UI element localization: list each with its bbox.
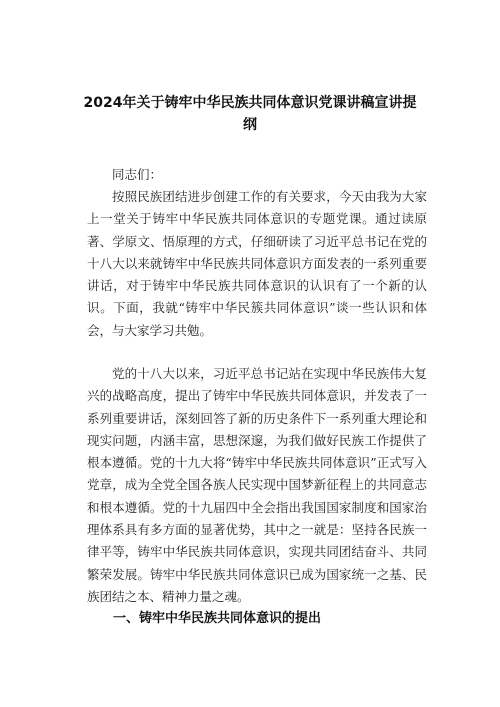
greeting: 同志们：: [112, 167, 163, 182]
document-title-line-2: 纲: [243, 117, 257, 133]
paragraph-1: [87, 186, 427, 342]
paragraph-2: [87, 363, 427, 608]
document-title-line-1: 2024年关于铸牢中华民族共同体意识党课讲稿宣讲提: [83, 95, 417, 111]
section-heading: 一、铸牢中华民族共同体意识的提出: [113, 611, 322, 626]
paragraph-1-text: 按照民族团结进步创建工作的有关要求，今天由我为大家上一堂关于铸牢中华民族共同体意识的专题党课。通过读原著、学原文、悟原理的方式，仔细研读了习近平总书记在党的十八大以来就铸牢中华民族共同体意识方面发表的一系列重要讲话，对于铸牢中华民族共同体意识的认识有了一个新的认识。下面，我就“铸牢中华民簇共同体意识”谈一些认识和体会，与大家学习共勉。: [87, 189, 427, 338]
paragraph-2-text: 党的十八大以来，习近平总书记站在实现中华民族伟大复兴的战略高度，提出了铸牢中华民族共同体意识，并发表了一系列重要讲话，深刻回答了新的历史条件下一系列重大理论和现实问题，内涵丰富，思想深邃，为我们做好民族工作提供了根本遵循。党的十九大将“铸牢中华民族共同体意识”正式写入党章，成为全党全国各族人民实现中国梦新征程上的共同意志和根本遵循。党的十九届四中全会指出我国国家制度和国家治理体系具有多方面的显著优势，其中之一就是：坚持各民族一律平等，铸牢中华民族共同体意识，实现共同团结奋斗、共同繁荣发展。铸牢中华民族共同体意识已成为国家统一之基、民族团结之本、精神力量之魂。: [87, 366, 427, 604]
